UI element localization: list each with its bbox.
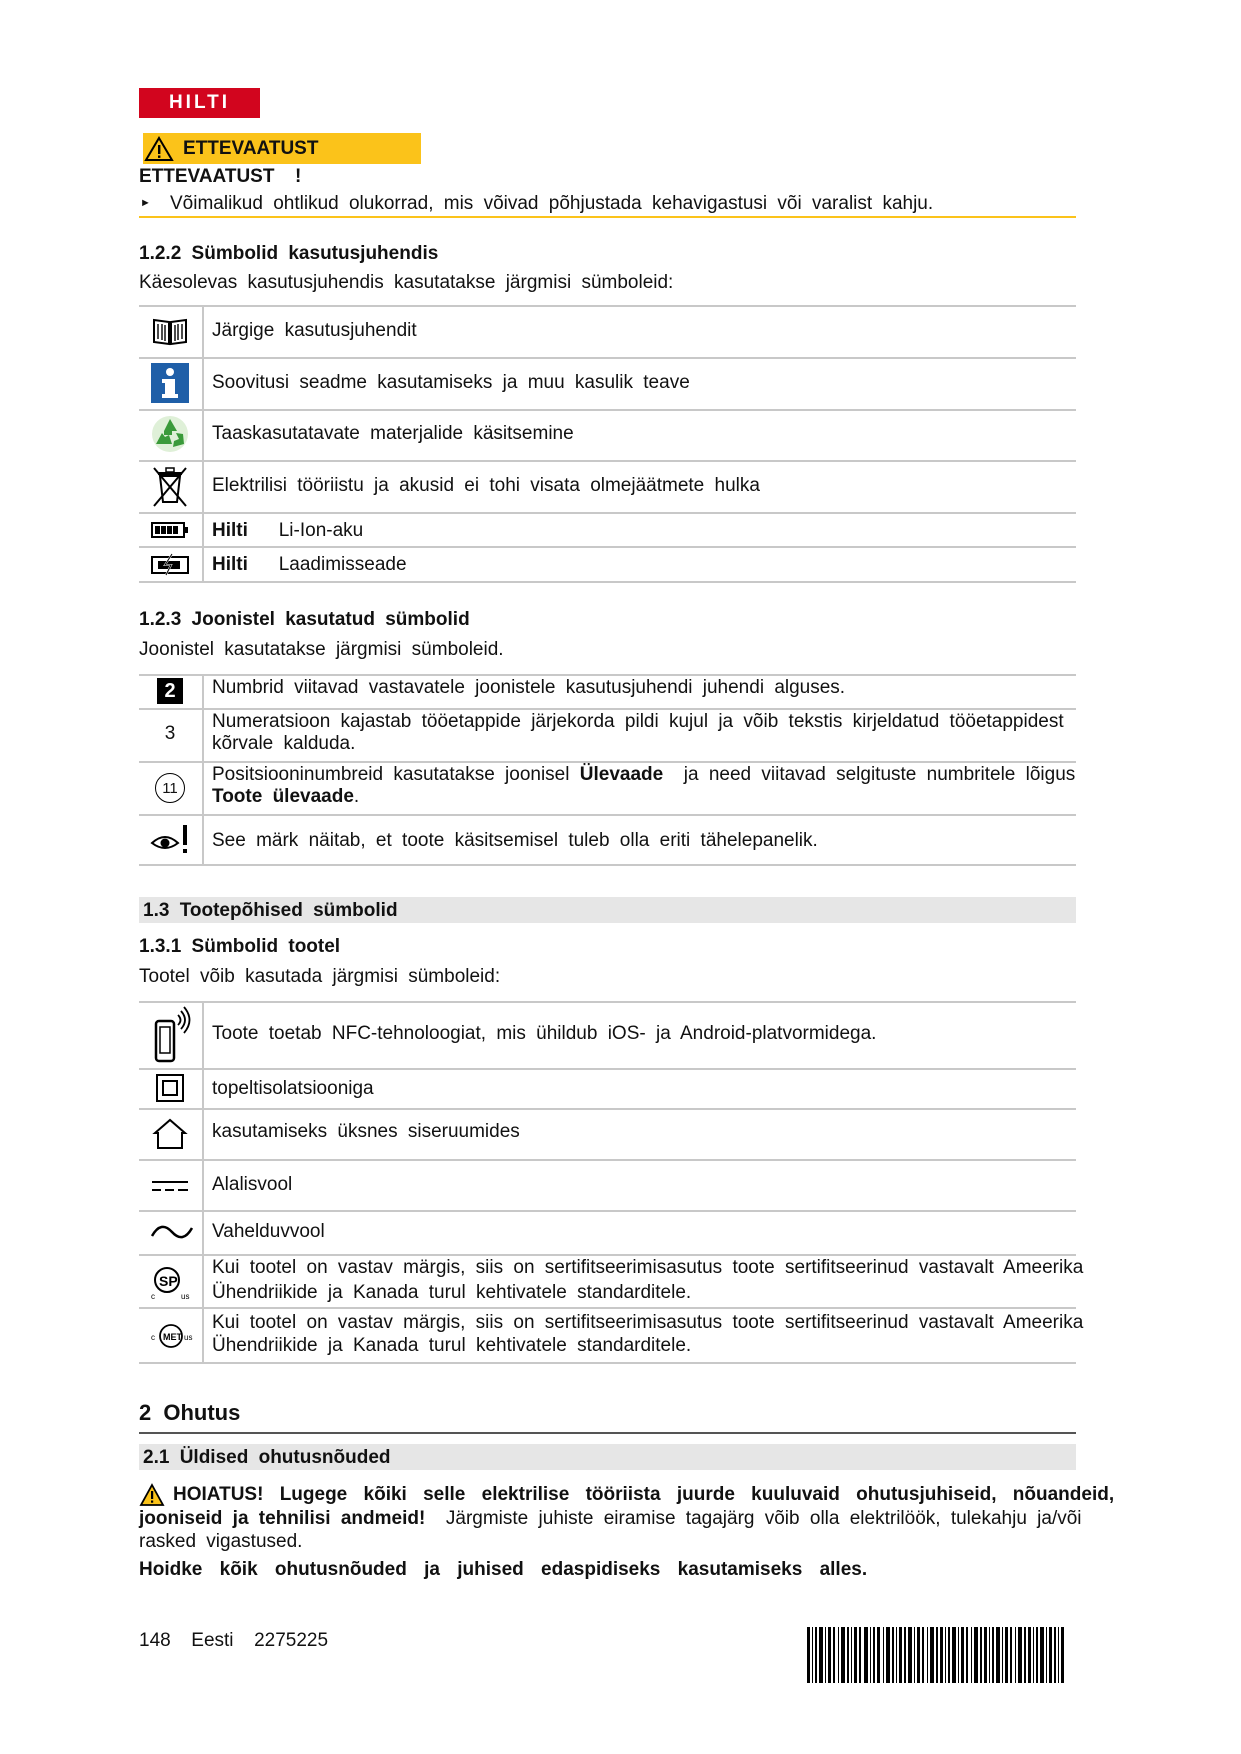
barcode-icon — [807, 1627, 1065, 1683]
svg-text:SP: SP — [159, 1273, 178, 1289]
caution-title-text: ETTEVAATUST — [139, 166, 275, 187]
warning-line3: rasked vigastused. — [139, 1531, 303, 1552]
hilti-logo — [139, 88, 260, 118]
brand-name: Hilti — [212, 520, 248, 541]
position-number-symbol: 11 — [155, 773, 185, 803]
keep-instructions-text: Hoidke kõik ohutusnõuded ja juhised edaspidiseks kasutamiseks alles. — [139, 1559, 868, 1580]
attention-symbol-text: See märk näitab, et toote käsitsemisel tuleb olla eriti tähelepanelik. — [212, 830, 818, 851]
caution-divider — [139, 216, 1076, 218]
barcode — [807, 1627, 1065, 1685]
warning-triangle-icon — [139, 1483, 165, 1507]
step-number-symbol: 3 — [164, 723, 176, 744]
footer-document-code: 2275225 — [254, 1630, 329, 1651]
battery-icon — [150, 517, 190, 543]
symbol-text-recycle: Taaskasutatavate materjalide käsitsemine — [212, 423, 574, 444]
text-part: Positsiooninumbreid kasutatakse joonisel — [212, 764, 570, 785]
chapter-divider — [139, 1432, 1076, 1434]
section-intro-1-3-1: Tootel võib kasutada järgmisi sümboleid: — [139, 966, 501, 987]
warning-triangle-icon — [144, 136, 174, 162]
page-footer — [139, 1630, 328, 1652]
svg-text:c: c — [151, 1292, 155, 1301]
svg-text:us: us — [181, 1292, 190, 1301]
section-heading-1-2-3: 1.2.3 Joonistel kasutatud sümbolid — [139, 609, 470, 630]
footer-language: Eesti — [191, 1630, 234, 1651]
text-part: ja need viitavad selgituste numbritele lõigus — [683, 764, 1076, 785]
crossed-bin-icon — [150, 464, 190, 508]
chapter-heading-2: 2 Ohutus — [139, 1400, 241, 1425]
section-heading-1-3: 1.3 Tootepõhised sümbolid — [143, 900, 398, 921]
warning-bold-text: jooniseid ja tehnilisi andmeid! — [139, 1508, 426, 1529]
step-symbol-text-line2: kõrvale kalduda. — [212, 733, 356, 754]
csa-symbol-text-line1: Kui tootel on vastav märgis, siis on sertifitseerimisasutus toote sertifitseerinud vastavalt Ameerika — [212, 1257, 1084, 1278]
indoor-symbol-text: kasutamiseks üksnes siseruumides — [212, 1121, 520, 1142]
info-icon — [150, 362, 190, 404]
nfc-phone-icon — [150, 1005, 194, 1065]
charger-label: Laadimisseade — [278, 554, 407, 575]
warning-line1: HOIATUS! Lugege kõiki selle elektrilise tööriista juurde kuuluvaid ohutusjuhiseid, nõuandeid, — [173, 1484, 1115, 1505]
symbol-text-info: Soovitusi seadme kasutamiseks ja muu kasulik teave — [212, 372, 690, 393]
bullet-arrow-icon: ► — [140, 197, 151, 209]
met-icon — [150, 1316, 194, 1356]
symbol-text-bin: Elektrilisi tööriistu ja akusid ei tohi visata olmejäätmete hulka — [212, 475, 760, 496]
section-heading-1-2-2: 1.2.2 Sümbolid kasutusjuhendis — [139, 243, 439, 264]
caution-header — [143, 133, 421, 164]
met-symbol-text-line1: Kui tootel on vastav märgis, siis on sertifitseerimisasutus toote sertifitseerinud vastavalt Ameerika — [212, 1312, 1084, 1333]
step-symbol-text-line1: Numeratsioon kajastab tööetappide järjekorda pildi kujul ja võib tekstis kirjeldatud tööetappidest — [212, 711, 1064, 732]
symbol-text-manual: Järgige kasutusjuhendit — [212, 320, 417, 341]
figure-number-symbol: 2 — [157, 678, 183, 704]
logo-text: HILTI — [168, 92, 231, 113]
section-heading-1-3-1: 1.3.1 Sümbolid tootel — [139, 936, 341, 957]
caution-bullet-text: Võimalikud ohtlikud olukorrad, mis võivad põhjustada kehavigastusi või varalist kahju. — [170, 193, 934, 214]
csa-icon — [150, 1262, 190, 1302]
ac-icon — [150, 1214, 194, 1250]
ac-symbol-text: Vahelduvvool — [212, 1221, 325, 1242]
caution-title-mark: ! — [295, 166, 302, 187]
met-symbol-text-line2: Ühendriikide ja Kanada turul kehtivatele standarditele. — [212, 1335, 692, 1356]
warning-line2 — [139, 1508, 1082, 1530]
svg-text:MET: MET — [163, 1332, 182, 1342]
manual-icon — [150, 314, 190, 348]
section-heading-2-1: 2.1 Üldised ohutusnõuded — [143, 1447, 391, 1468]
insulation-symbol-text: topeltisolatsiooniga — [212, 1078, 374, 1099]
house-icon — [150, 1113, 190, 1155]
charger-icon — [150, 550, 190, 578]
nfc-symbol-text: Toote toetab NFC-tehnoloogiat, mis ühildub iOS- ja Android-platvormidega. — [212, 1023, 877, 1044]
position-symbol-text-line1 — [212, 764, 1075, 786]
warning-text: Järgmiste juhiste eiramise tagajärg võib olla elektrilöök, tulekahju ja/või — [445, 1508, 1082, 1529]
text-part: . — [353, 786, 360, 807]
double-insulation-icon — [150, 1072, 190, 1104]
section-intro-1-2-2: Käesolevas kasutusjuhendis kasutatakse järgmisi sümboleid: — [139, 272, 674, 293]
svg-text:us: us — [184, 1333, 193, 1342]
battery-label: Li-Ion-aku — [278, 520, 364, 541]
dc-symbol-text: Alalisvool — [212, 1174, 293, 1195]
figure-symbol-text: Numbrid viitavad vastavatele joonistele kasutusjuhendi juhendi alguses. — [212, 677, 846, 698]
caution-title — [139, 166, 301, 188]
overview-ref: Ülevaade — [579, 764, 664, 785]
caution-header-text: ETTEVAATUST — [183, 137, 319, 159]
product-overview-ref: Toote ülevaade — [212, 786, 354, 807]
position-symbol-text-line2 — [212, 786, 359, 808]
page-number: 148 — [139, 1630, 171, 1651]
csa-symbol-text-line2: Ühendriikide ja Kanada turul kehtivatele standarditele. — [212, 1282, 692, 1303]
eye-attention-icon — [150, 818, 194, 860]
section-intro-1-2-3: Joonistel kasutatakse järgmisi sümboleid. — [139, 639, 504, 660]
dc-icon — [150, 1166, 190, 1206]
svg-text:c: c — [151, 1333, 155, 1342]
symbol-text-charger — [212, 554, 407, 576]
symbol-text-battery — [212, 520, 363, 542]
brand-name: Hilti — [212, 554, 248, 575]
recycle-icon — [150, 413, 190, 455]
